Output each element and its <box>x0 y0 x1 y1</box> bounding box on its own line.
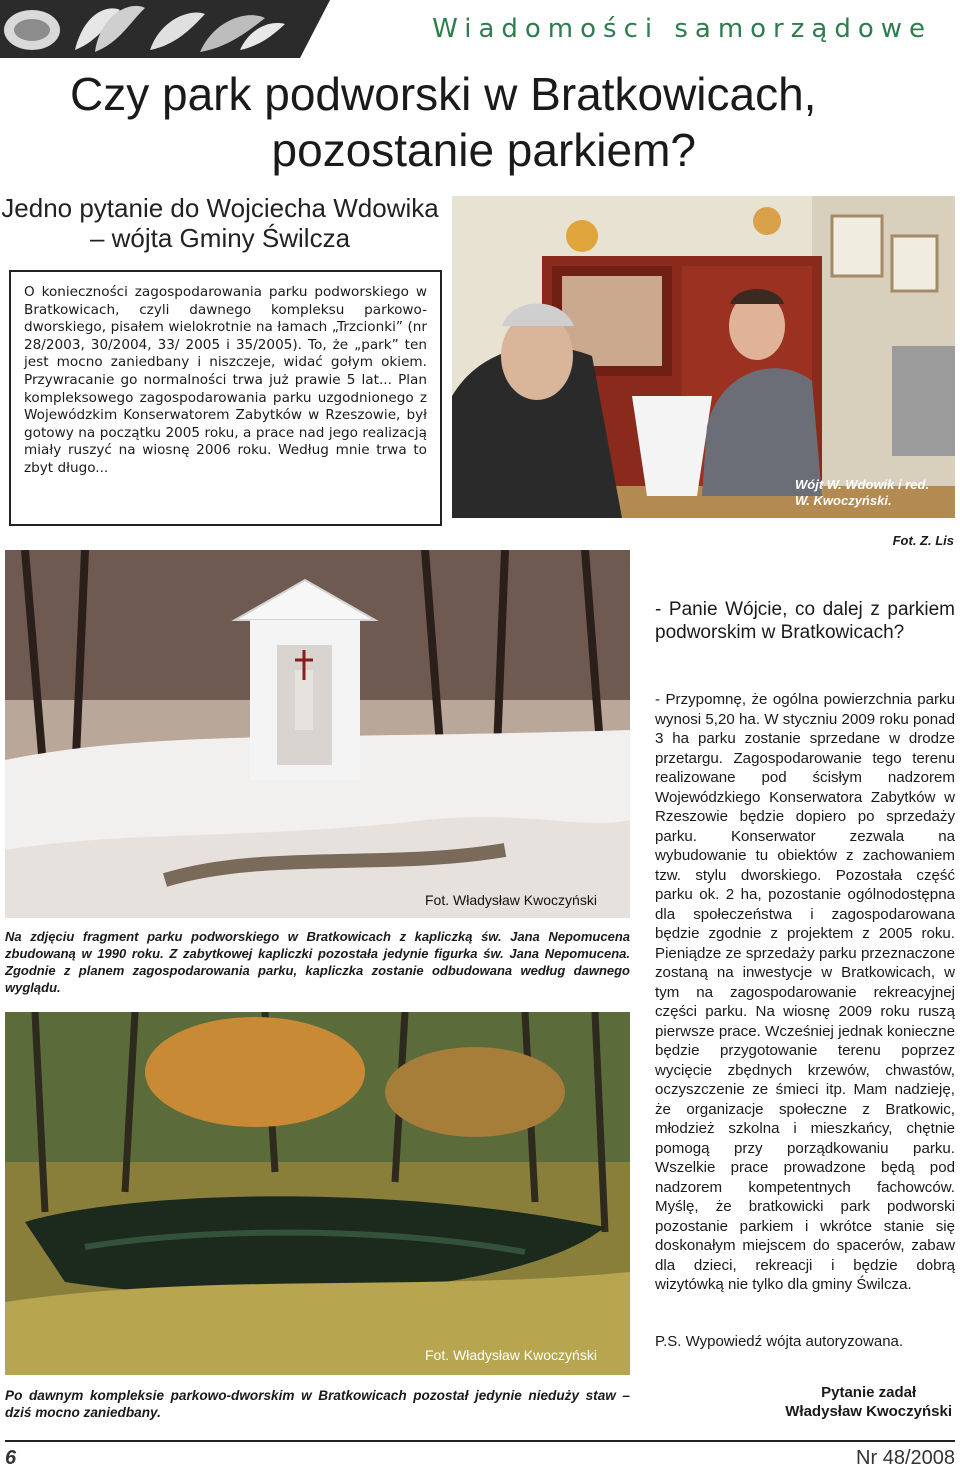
author-signature: Pytanie zadał Władysław Kwoczyński <box>785 1384 952 1420</box>
title-line-2: pozostanie parkiem? <box>271 124 696 176</box>
page-number: 6 <box>5 1447 17 1469</box>
chapel-photo-image <box>5 550 630 918</box>
subtitle-line-2: – wójta Gminy Świlcza <box>89 223 351 253</box>
interview-answer <box>655 690 955 1295</box>
postscript: P.S. Wypowiedź wójta autoryzowana. <box>655 1333 904 1350</box>
chapel-photo <box>5 550 630 918</box>
pond-photo-image <box>5 1012 630 1375</box>
chapel-photo-caption: Na zdjęciu fragment parku podworskiego w Bratkowicach z kapliczką św. Jana Nepomucena zbudowaną w 1990 roku. Z zabytkowej kapliczki pozostała jedynie figurka św. Jana Nepomucena. Zgodnie z planem zagospodarowania parku, kapliczka zostanie odbudowana według dawnego wyglądu. <box>5 929 630 995</box>
subtitle-line-1: Jedno pytanie do Wojciecha Wdowika <box>1 193 439 223</box>
pond-photo <box>5 1012 630 1375</box>
title-line-1: Czy park podworski w Bratkowicach, <box>70 68 817 120</box>
article-subtitle <box>0 193 440 253</box>
answer-text: - Przypomnę, że ogólna powierzchnia parku wynosi 5,20 ha. W styczniu 2009 roku ponad 3 ha parku zostanie sprzedane w drodze przetargu. Zagospodarowanie tego terenu realizowane pod ścisłym nadzorem Wojewódzkiego Konserwatora Zabytków w Rzeszowie będzie dopiero po sprzedaży parku. Konserwator zezwala na wybudowanie tu obiektów z zachowaniem tzw. stylu dworskiego. Pozostała część parku ok. 2 ha, pozostanie ogólnodostępna dla społeczeństwa i zagospodarowana będzie zgodnie z projektem z 2005 roku. Pieniądze ze sprzedaży parku przeznaczone zostaną na inwestycje w Bratkowicach, w tym na zagospodarowanie rekreacyjnej części parku. Na wiosnę 2009 roku ruszą pierwsze prace. Wcześniej jednak konieczne będzie przygotowanie terenu poprzez wycięcie zbędnych krzewów, chwastów, oczyszczenie ze śmieci itp. Mam nadzieję, że organizacje społeczne z Bratkowic, młodzież szkolna i mieszkańcy, chętnie pomogą przy porządkowaniu parku. Wszelkie prace prowadzone będą pod nadzorem kompetentnych fachowców. Myślę, że bratkowicki park podworski pozostanie parkiem i wkrótce stanie się doskonałym miejscem do spacerów, zabaw dla dzieci, rekreacji i będzie dobrą wizytówką nie tylko dla gminy Świlcza. <box>655 691 955 1293</box>
intro-box: O konieczności zagospodarowania parku podworskiego w Bratkowicach, czyli dawnego kompleksu parkowo-dworskiego, pisałem wielokrotnie na łamach „Trzcionki” (nr 28/2003, 30/2004, 33/ 2005 i 35/2005). To, że „park” ten jest mocno zaniedbany i niszczeje, widać gołym okiem. Przywracanie go normalności trwa już prawie 5 lat... Plan kompleksowego zagospodarowania parku uzgodnionego z Wojewódzkim Konserwatorem Zabytków w Rzeszowie, był gotowy na początku 2005 roku, a prace nad jego realizacją miały ruszyć na wiosnę 2006 roku. Według mnie trwa to zbyt długo... <box>9 270 442 526</box>
office-photo-credit: Fot. Z. Lis <box>892 533 954 548</box>
office-photo-caption: Wójt W. Wdowik i red. W. Kwoczyński. <box>795 477 930 508</box>
office-photo-image <box>452 196 955 518</box>
pond-photo-caption: Po dawnym kompleksie parkowo-dworskim w Bratkowicach pozostał jedynie nieduży staw – dziś mocno zaniedbany. <box>5 1388 630 1420</box>
issue-number: Nr 48/2008 <box>856 1447 955 1469</box>
chapel-photo-credit: Fot. Władysław Kwoczyński <box>425 892 597 908</box>
section-title: Wiadomości samorządowe <box>432 14 932 44</box>
article-title <box>0 68 960 178</box>
pond-photo-credit: Fot. Władysław Kwoczyński <box>425 1347 597 1363</box>
office-photo <box>452 196 955 518</box>
interview-question: - Panie Wójcie, co dalej z parkiem podworskim w Bratkowicach? <box>655 599 955 643</box>
footer-rule <box>5 1440 955 1442</box>
